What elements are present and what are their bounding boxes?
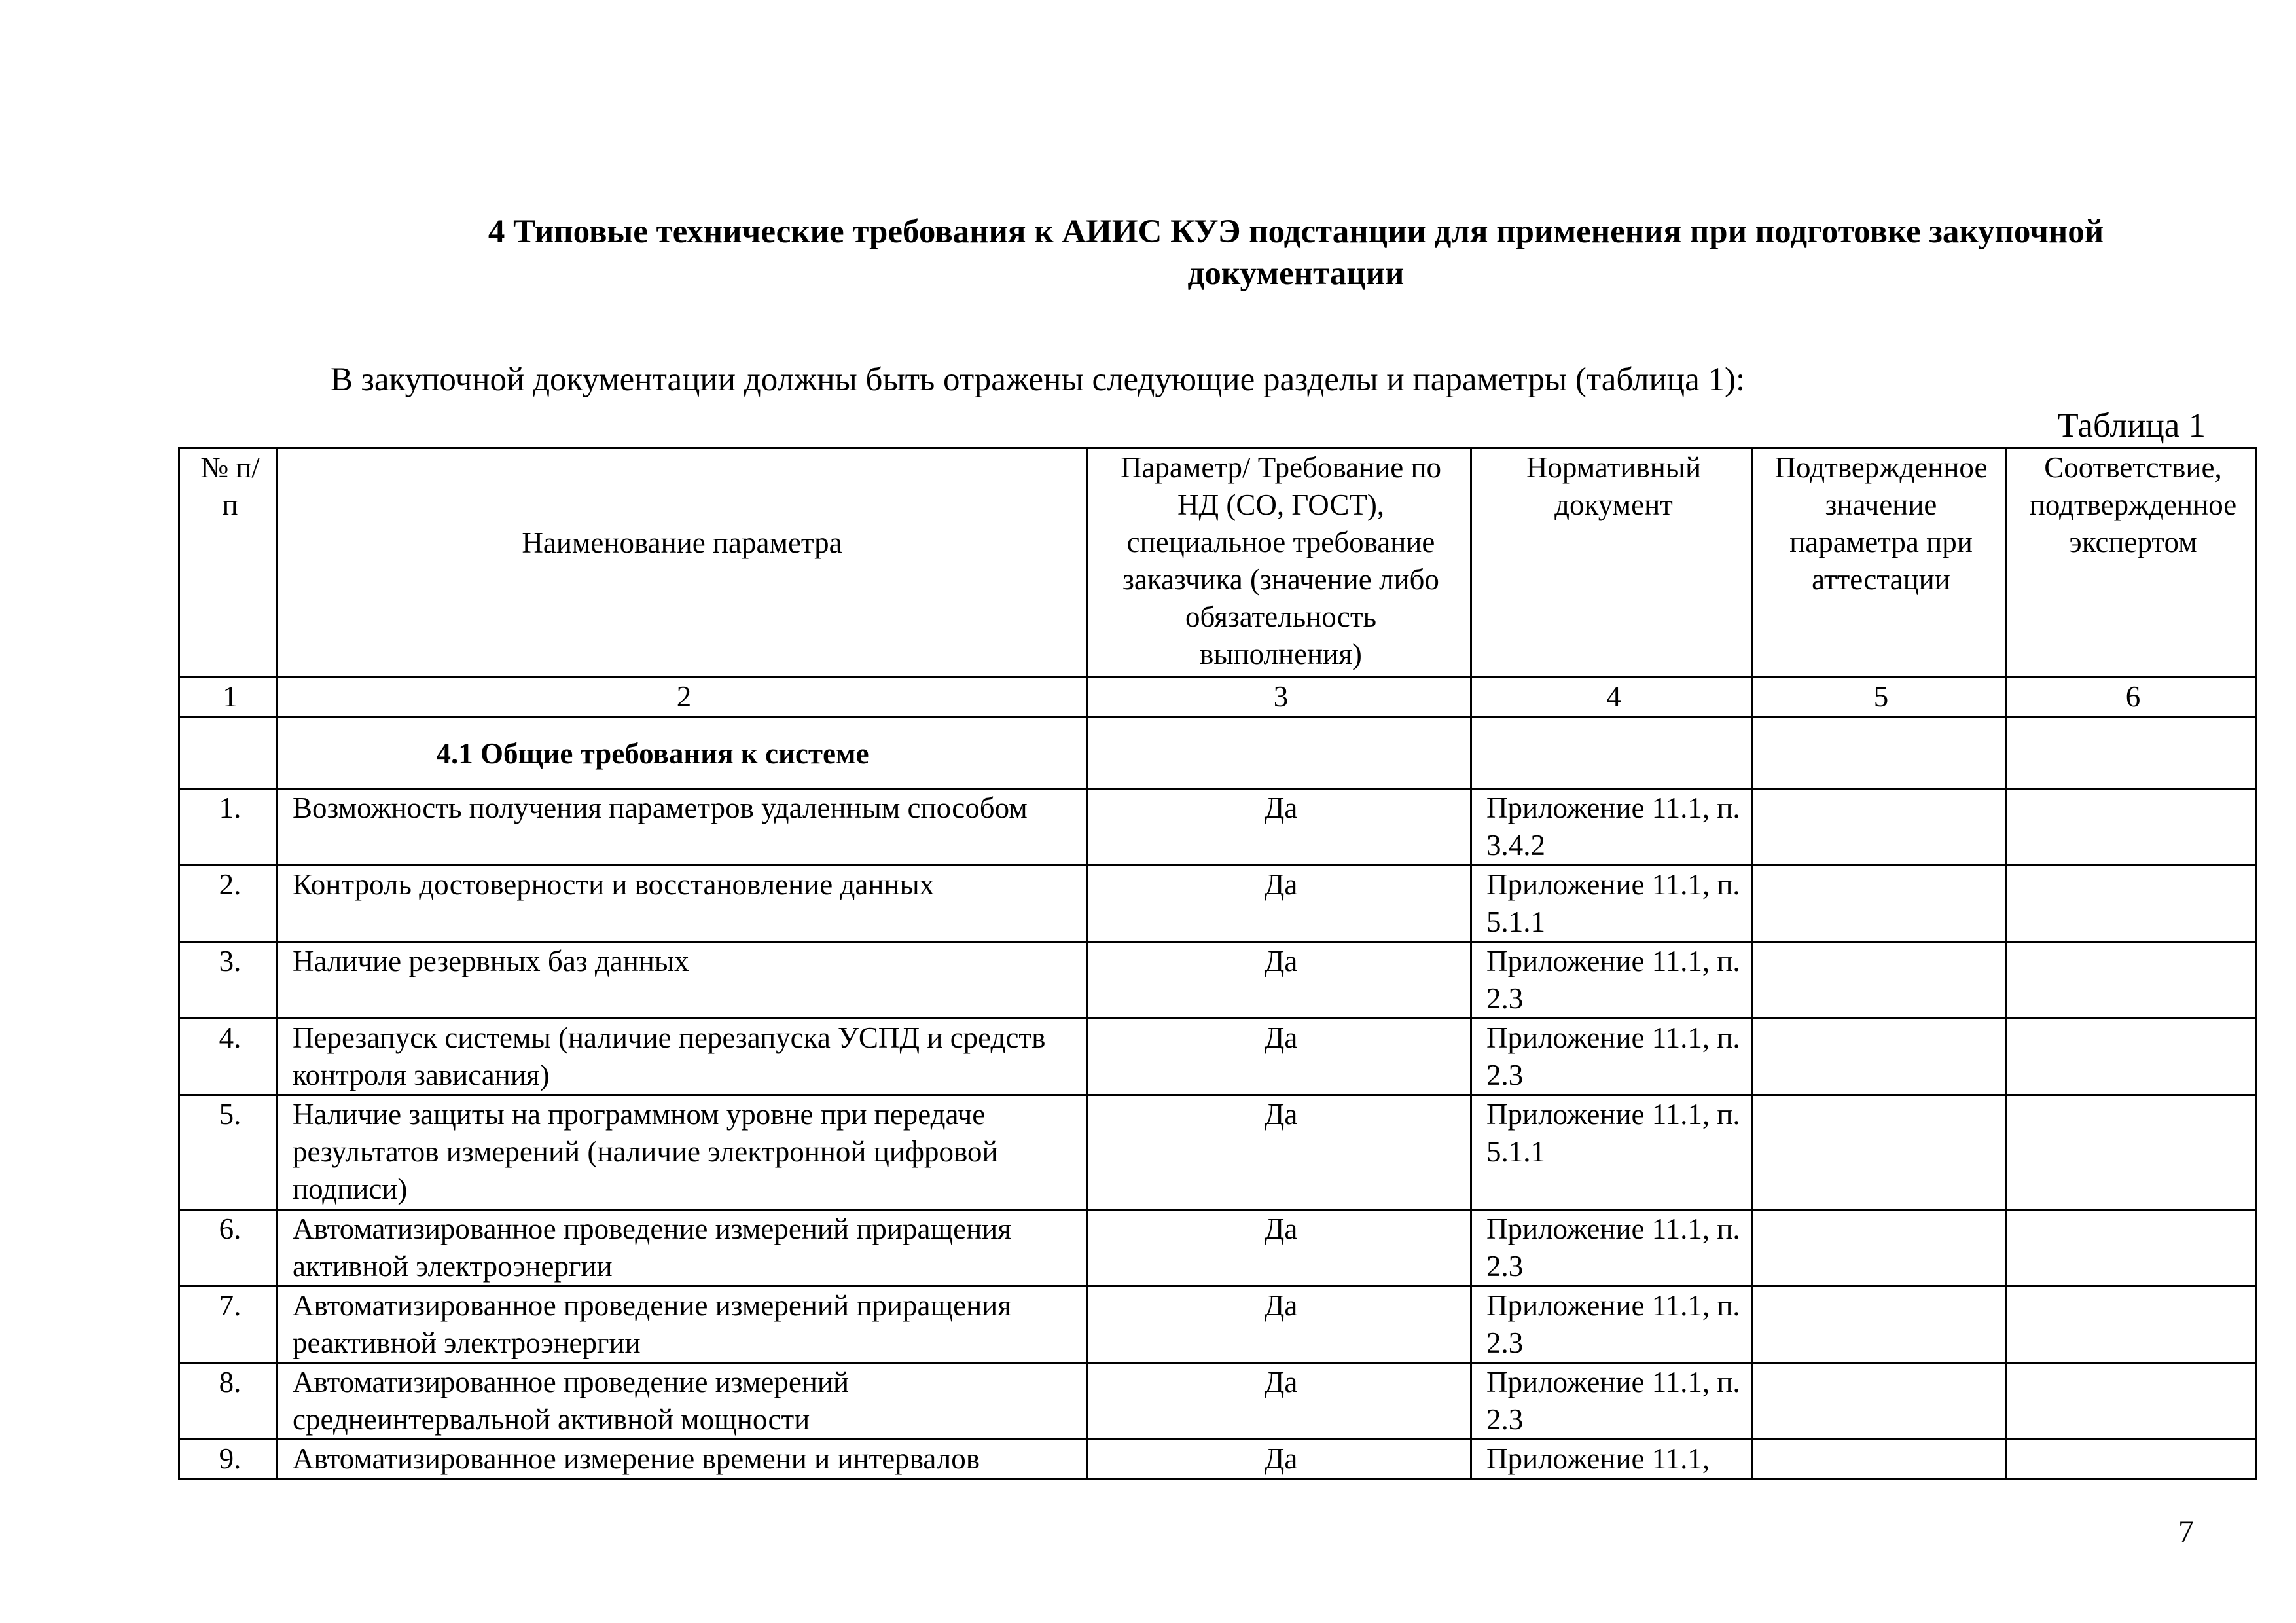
row-normative-doc: Приложение 11.1, п. 2.3 [1471,1363,1753,1440]
section-title-cell [278,717,1087,789]
row-requirement: Да [1087,789,1471,866]
row-confirmed-value [1753,1210,2006,1286]
section-empty-cell [1087,717,1471,789]
table-row [179,1019,2257,1095]
section-empty-cell [2006,717,2257,789]
row-number: 4. [179,1019,278,1095]
row-normative-doc: Приложение 11.1, [1471,1440,1753,1479]
row-expert-compliance [2006,942,2257,1019]
row-confirmed-value [1753,1286,2006,1363]
row-expert-compliance [2006,1286,2257,1363]
row-normative-doc: Приложение 11.1, п. 3.4.2 [1471,789,1753,866]
header-expert-compliance: Соответствие, подтвержденное экспертом [2006,448,2257,678]
row-expert-compliance [2006,1363,2257,1440]
section-empty-cell [1471,717,1753,789]
row-parameter-name: Автоматизированное проведение измерений приращения активной электроэнергии [278,1210,1087,1286]
row-expert-compliance [2006,1019,2257,1095]
row-normative-doc: Приложение 11.1, п. 2.3 [1471,1286,1753,1363]
row-parameter-name: Возможность получения параметров удаленным способом [278,789,1087,866]
row-number: 6. [179,1210,278,1286]
table-row [179,866,2257,942]
row-confirmed-value [1753,942,2006,1019]
row-normative-doc: Приложение 11.1, п. 5.1.1 [1471,866,1753,942]
row-confirmed-value [1753,866,2006,942]
row-parameter-name: Наличие защиты на программном уровне при передаче результатов измерений (наличие электронной цифровой подписи) [278,1095,1087,1210]
row-normative-doc: Приложение 11.1, п. 2.3 [1471,1019,1753,1095]
requirements-table [178,447,2257,1480]
row-parameter-name: Наличие резервных баз данных [278,942,1087,1019]
row-requirement: Да [1087,1363,1471,1440]
row-number: 3. [179,942,278,1019]
row-number: 5. [179,1095,278,1210]
table-row [179,1286,2257,1363]
row-normative-doc: Приложение 11.1, п. 2.3 [1471,1210,1753,1286]
row-normative-doc: Приложение 11.1, п. 2.3 [1471,942,1753,1019]
header-confirmed-value: Подтвержденное значение параметра при аттестации [1753,448,2006,678]
column-number: 1 [179,678,278,717]
header-num: № п/п [179,448,278,678]
section-heading [196,211,2296,295]
section-empty-cell [1753,717,2006,789]
page-number: 7 [2178,1514,2194,1549]
row-parameter-name: Контроль достоверности и восстановление данных [278,866,1087,942]
column-number: 5 [1753,678,2006,717]
row-parameter-name: Перезапуск системы (наличие перезапуска УСПД и средств контроля зависания) [278,1019,1087,1095]
table-row [179,1210,2257,1286]
row-expert-compliance [2006,789,2257,866]
row-confirmed-value [1753,1363,2006,1440]
row-parameter-name: Автоматизированное проведение измерений среднеинтервальной активной мощности [278,1363,1087,1440]
row-requirement: Да [1087,1019,1471,1095]
header-name: Наименование параметра [522,526,842,559]
row-requirement: Да [1087,866,1471,942]
row-requirement: Да [1087,1440,1471,1479]
row-expert-compliance [2006,1210,2257,1286]
column-number: 4 [1471,678,1753,717]
column-number-row [179,678,2257,717]
row-number: 8. [179,1363,278,1440]
table-header-row [179,448,2257,678]
column-number: 2 [278,678,1087,717]
header-normative-doc: Нормативный документ [1471,448,1753,678]
section-title: 4.1 Общие требования к системе [436,737,869,770]
row-confirmed-value [1753,1095,2006,1210]
row-expert-compliance [2006,1440,2257,1479]
row-parameter-name: Автоматизированное измерение времени и интервалов [278,1440,1087,1479]
row-confirmed-value [1753,789,2006,866]
header-requirement: Параметр/ Требование по НД (СО, ГОСТ), специальное требование заказчика (значение либо обязательность выполнения) [1087,448,1471,678]
column-number: 6 [2006,678,2257,717]
row-number: 1. [179,789,278,866]
intro-paragraph: В закупочной документации должны быть отражены следующие разделы и параметры (таблица 1): [331,361,1746,398]
row-requirement: Да [1087,942,1471,1019]
table-caption: Таблица 1 [2057,407,2206,445]
table-row [179,1440,2257,1479]
row-parameter-name: Автоматизированное проведение измерений приращения реактивной электроэнергии [278,1286,1087,1363]
row-expert-compliance [2006,866,2257,942]
row-requirement: Да [1087,1210,1471,1286]
row-number: 9. [179,1440,278,1479]
section-row [179,717,2257,789]
row-confirmed-value [1753,1440,2006,1479]
column-number: 3 [1087,678,1471,717]
row-number: 2. [179,866,278,942]
section-empty-cell [179,717,278,789]
header-name-cell [278,448,1087,678]
row-normative-doc: Приложение 11.1, п. 5.1.1 [1471,1095,1753,1210]
table-row [179,1363,2257,1440]
row-requirement: Да [1087,1286,1471,1363]
table-row [179,942,2257,1019]
table-row [179,789,2257,866]
row-expert-compliance [2006,1095,2257,1210]
row-confirmed-value [1753,1019,2006,1095]
heading-line-2: документации [1187,255,1405,292]
heading-line-1: 4 Типовые технические требования к АИИС КУЭ подстанции для применения при подготовке закупочной [488,213,2104,250]
row-number: 7. [179,1286,278,1363]
row-requirement: Да [1087,1095,1471,1210]
table-row [179,1095,2257,1210]
